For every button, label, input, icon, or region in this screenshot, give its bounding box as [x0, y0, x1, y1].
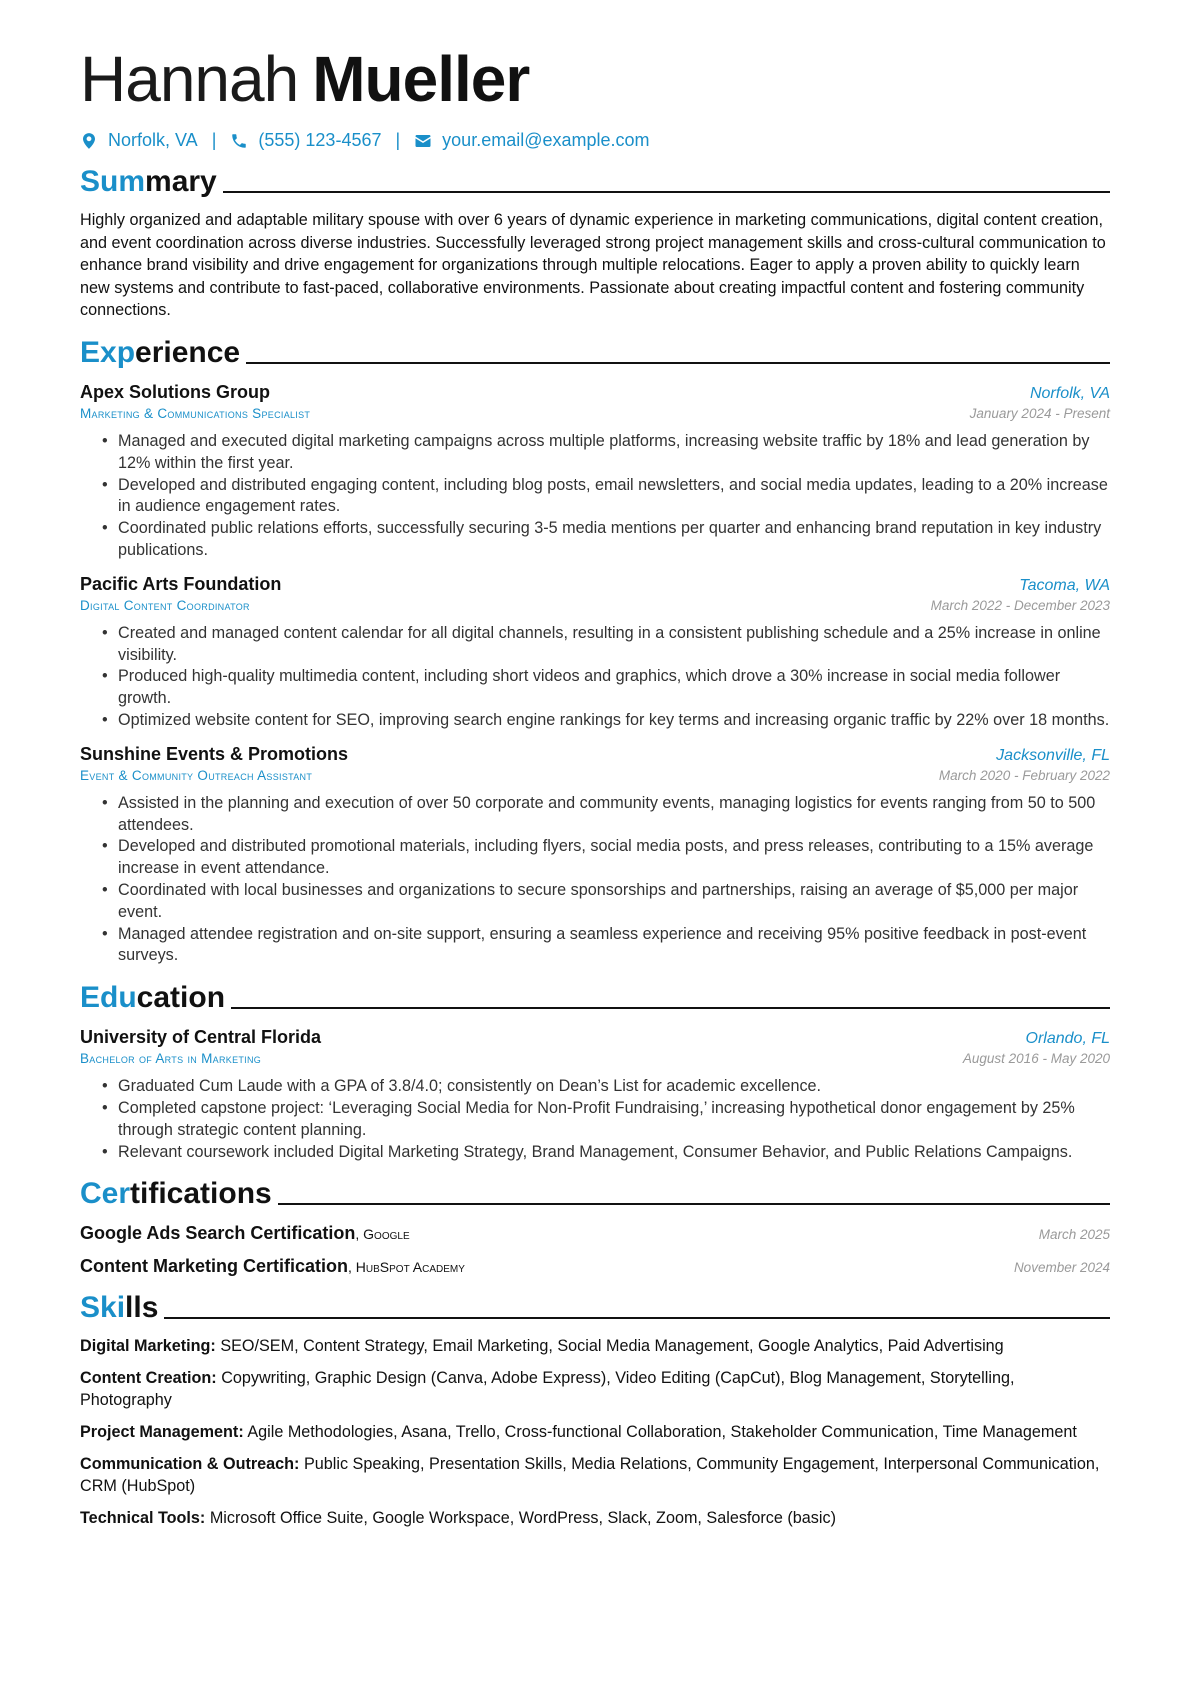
job-organization: Apex Solutions Group — [80, 381, 271, 402]
job-entry — [80, 744, 1110, 967]
title-accent: Ski — [80, 1291, 126, 1325]
bullet-item: • Developed and distributed promotional materials, including flyers, social media posts, and press releases, contributing to a 15% average increase in event attendance. — [118, 836, 1110, 880]
job-bullets — [80, 431, 1110, 562]
section-title — [80, 165, 217, 199]
certification-comma: , — [355, 1226, 364, 1243]
skill-row — [80, 1421, 1110, 1443]
section-title — [80, 1291, 158, 1325]
certification-item — [80, 1256, 1110, 1277]
certification-name: Google Ads Search Certification — [80, 1223, 356, 1244]
bullet-item: • Graduated Cum Laude with a GPA of 3.8/4.0; consistently on Dean’s List for academic excellence. — [118, 1076, 1110, 1098]
section-summary-heading — [80, 165, 1110, 199]
bullet-item: • Managed and executed digital marketing campaigns across multiple platforms, increasing website traffic by 18% and lead generation by 12% within the first year. — [118, 431, 1110, 475]
job-dates: March 2022 - December 2023 — [930, 597, 1110, 613]
contact-phone[interactable] — [230, 130, 381, 151]
section-rule — [278, 1203, 1110, 1205]
section-title — [80, 336, 240, 370]
certification-issuer: Google — [363, 1226, 410, 1243]
certification-issuer: HubSpot Academy — [355, 1259, 465, 1276]
title-accent: Exp — [80, 335, 136, 369]
job-title: Marketing & Communications Specialist — [80, 405, 311, 421]
section-rule — [164, 1317, 1110, 1319]
school-location: Orlando, FL — [1025, 1030, 1110, 1048]
skill-row — [80, 1507, 1110, 1529]
certification-comma: , — [348, 1259, 356, 1276]
contact-location — [80, 130, 198, 151]
section-title — [80, 981, 225, 1015]
job-bullets — [80, 793, 1110, 967]
job-dates: March 2020 - February 2022 — [938, 767, 1110, 783]
candidate-name — [80, 44, 1110, 114]
skill-label: Content Creation: — [80, 1369, 217, 1388]
bullet-item: • Managed attendee registration and on-site support, ensuring a seamless experience and receiving 95% positive feedback in post-event surveys. — [118, 924, 1110, 968]
skill-label: Technical Tools: — [80, 1509, 206, 1528]
envelope-icon — [414, 132, 432, 150]
contact-separator: | — [211, 130, 217, 150]
email-link: your.email@example.com — [442, 130, 650, 150]
bullet-item: • Coordinated with local businesses and organizations to secure sponsorships and partnerships, raising an average of $5,000 per major event. — [118, 880, 1110, 924]
contact-email[interactable] — [414, 130, 649, 151]
section-title — [80, 1177, 272, 1211]
job-entry — [80, 382, 1110, 562]
certification-item — [80, 1223, 1110, 1244]
title-accent: Sum — [80, 165, 146, 198]
bullet-item: • Developed and distributed engaging content, including blog posts, email newsletters, and social media updates, leading to a 20% increase in audience engagement rates. — [118, 475, 1110, 519]
title-rest: tifications — [130, 1177, 272, 1211]
section-skills-heading — [80, 1291, 1110, 1325]
job-location: Jacksonville, FL — [996, 746, 1110, 764]
education-bullets — [80, 1076, 1110, 1163]
job-entry — [80, 574, 1110, 732]
summary-text: Highly organized and adaptable military spouse with over 6 years of dynamic experience in marketing communications, digital content creation, and event coordination across diverse industries. Successfully leveraged strong project management skills and cross-cultural communication to enhance brand visibility and drive engagement for organizations through multiple relocations. Eager to apply a proven ability to quickly learn new systems and contribute to fast-paced, collaborative environments. Passionate about creating impactful content and fostering community connections. — [80, 211, 1106, 320]
skill-values: Agile Methodologies, Asana, Trello, Cross-functional Collaboration, Stakeholder Communication, Time Management — [247, 1423, 1077, 1442]
section-rule — [231, 1007, 1110, 1009]
education-dates: August 2016 - May 2020 — [962, 1051, 1110, 1067]
bullet-item: • Optimized website content for SEO, improving search engine rankings for key terms and increasing organic traffic by 22% over 18 months. — [118, 710, 1110, 732]
skill-label: Communication & Outreach: — [80, 1455, 300, 1474]
certification-name: Content Marketing Certification — [80, 1256, 349, 1277]
title-accent: Cer — [80, 1177, 131, 1211]
bullet-item: • Produced high-quality multimedia content, including short videos and graphics, which drove a 30% increase in social media follower growth. — [118, 666, 1110, 710]
degree: Bachelor of Arts in Marketing — [80, 1051, 262, 1067]
skill-row — [80, 1335, 1110, 1357]
job-title: Event & Community Outreach Assistant — [80, 767, 313, 783]
bullet-item: • Coordinated public relations efforts, successfully securing 3-5 media mentions per quarter and enhancing brand reputation in key industry publications. — [118, 518, 1110, 562]
last-name: Mueller — [312, 43, 530, 115]
skill-label: Digital Marketing: — [80, 1337, 216, 1356]
school-name: University of Central Florida — [80, 1027, 322, 1048]
phone-icon — [230, 132, 248, 150]
bullet-item: • Relevant coursework included Digital Marketing Strategy, Brand Management, Consumer Behavior, and Public Relations Campaigns. — [118, 1142, 1110, 1164]
section-rule — [223, 191, 1110, 193]
job-organization: Sunshine Events & Promotions — [80, 743, 349, 764]
skill-values: Microsoft Office Suite, Google Workspace, WordPress, Slack, Zoom, Salesforce (basic) — [209, 1509, 836, 1528]
title-rest: mary — [145, 165, 217, 198]
bullet-item: • Assisted in the planning and execution of over 50 corporate and community events, managing logistics for events ranging from 50 to 500 attendees. — [118, 793, 1110, 837]
first-name: Hannah — [80, 43, 299, 115]
section-experience-heading — [80, 336, 1110, 370]
skill-row — [80, 1453, 1110, 1497]
section-rule — [246, 362, 1110, 364]
bullet-item: • Completed capstone project: ‘Leveraging Social Media for Non-Profit Fundraising,’ increasing hypothetical donor engagement by 25% through strategic content planning. — [118, 1098, 1110, 1142]
title-rest: erience — [135, 335, 241, 369]
job-location: Tacoma, WA — [1019, 576, 1110, 594]
education-entry — [80, 1027, 1110, 1163]
skill-values: SEO/SEM, Content Strategy, Email Marketing, Social Media Management, Google Analytics, Paid Advertising — [220, 1337, 1004, 1356]
job-organization: Pacific Arts Foundation — [80, 573, 282, 594]
phone-text: (555) 123-4567 — [258, 130, 382, 150]
skill-values: Public Speaking, Presentation Skills, Media Relations, Community Engagement, Interpersonal Communication, CRM (HubSpot) — [80, 1455, 1100, 1496]
contact-line — [80, 130, 1110, 151]
title-rest: cation — [136, 981, 226, 1015]
location-text: Norfolk, VA — [108, 130, 198, 150]
map-pin-icon — [80, 132, 98, 150]
job-bullets — [80, 623, 1110, 732]
section-education-heading — [80, 981, 1110, 1015]
certification-date: March 2025 — [1038, 1227, 1110, 1243]
section-certifications-heading — [80, 1177, 1110, 1211]
job-dates: January 2024 - Present — [969, 405, 1110, 421]
title-rest: lls — [125, 1291, 159, 1325]
job-title: Digital Content Coordinator — [80, 597, 250, 613]
skill-values: Copywriting, Graphic Design (Canva, Adobe Express), Video Editing (CapCut), Blog Management, Storytelling, Photography — [80, 1369, 1015, 1410]
skill-label: Project Management: — [80, 1423, 244, 1442]
bullet-item: • Created and managed content calendar for all digital channels, resulting in a consistent publishing schedule and a 25% increase in online visibility. — [118, 623, 1110, 667]
job-location: Norfolk, VA — [1029, 384, 1110, 402]
certification-date: November 2024 — [1013, 1260, 1110, 1276]
skill-row — [80, 1367, 1110, 1411]
title-accent: Edu — [80, 981, 137, 1015]
contact-separator: | — [395, 130, 401, 150]
